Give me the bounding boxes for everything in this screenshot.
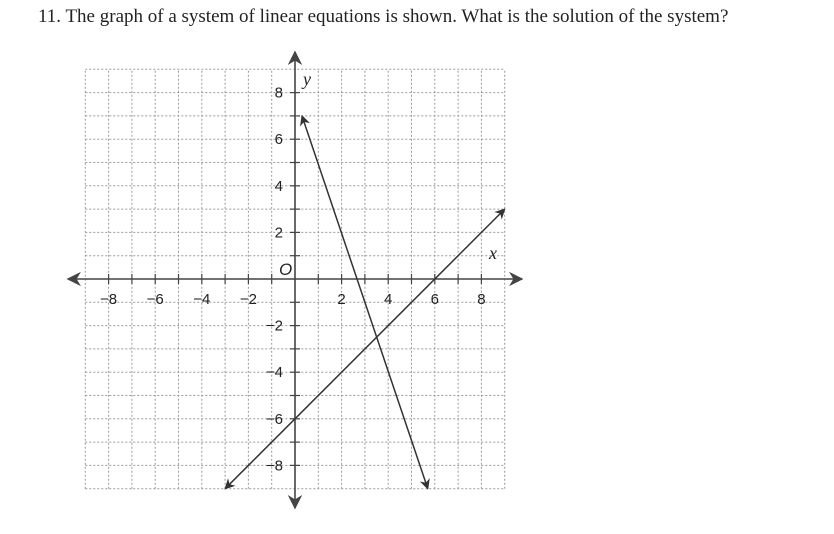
x-tick-label: −6: [146, 291, 164, 308]
question-text: 11. The graph of a system of linear equations is shown. What is the solution of the system?: [38, 6, 729, 27]
x-tick-label: −2: [239, 291, 257, 308]
y-tick-label: −6: [265, 410, 283, 428]
x-tick-label: 8: [477, 291, 486, 308]
y-tick-label: 6: [274, 131, 283, 149]
y-tick-label: −4: [265, 364, 283, 382]
x-tick-label: 2: [337, 291, 346, 308]
axes: [68, 52, 522, 508]
x-tick-label: −8: [100, 291, 118, 308]
y-tick-label: 2: [274, 224, 283, 242]
x-axis-label: x: [489, 243, 497, 263]
y-tick-label: 8: [274, 84, 283, 102]
origin-label: O: [279, 260, 293, 279]
x-tick-label: 6: [430, 291, 439, 308]
y-tick-label: −2: [265, 317, 283, 335]
y-axis-label: y: [303, 69, 311, 89]
x-tick-label: −4: [193, 291, 211, 308]
tick-labels: [100, 69, 497, 474]
x-tick-label: 4: [384, 291, 393, 308]
y-tick-label: 4: [274, 177, 283, 195]
y-tick-label: −8: [265, 457, 283, 475]
